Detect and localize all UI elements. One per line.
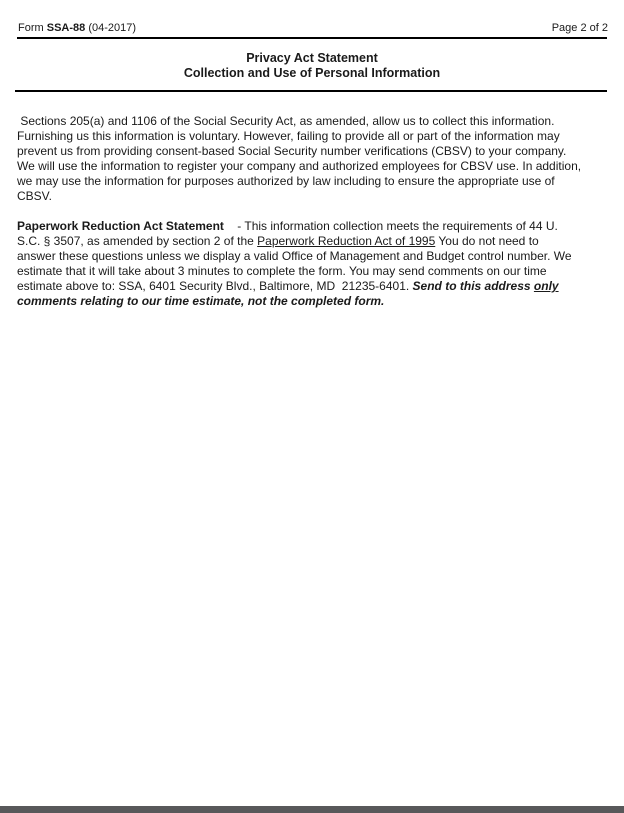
text-line: comments relating to our time estimate, not the completed form. (17, 294, 385, 308)
form-number-text: SSA-88 (46, 22, 86, 34)
paperwork-line5-pre: estimate above to: SSA, 6401 Security Blvd., Baltimore, MD 21235-6401. (17, 279, 413, 293)
text-line: CBSV. (17, 189, 52, 203)
paperwork-act-underlined-text: Paperwork Reduction Act of 1995 (257, 234, 436, 248)
text-line: Furnishing us this information is voluntary. However, failing to provide all or part of the information may (17, 129, 560, 143)
text-line: We will use the information to register your company and authorized employees for CBSV use. In addition, (17, 159, 582, 173)
title-divider (15, 90, 607, 92)
paperwork-line1-text: - This information collection meets the requirements of 44 U. (223, 219, 558, 233)
form-revision-text: (04-2017) (85, 22, 137, 34)
paperwork-reduction-paragraph (17, 219, 613, 309)
title-line-privacy-act: Privacy Act Statement (246, 51, 378, 65)
page-number-label: Page 2 of 2 (551, 22, 608, 34)
paperwork-line2-post: You do not need to (435, 234, 539, 248)
text-line: we may use the information for purposes authorized by law including to ensure the appropriate use of (17, 174, 555, 188)
header-divider (17, 37, 607, 39)
document-body (17, 114, 613, 309)
text-line: estimate that it will take about 3 minutes to complete the form. You may send comments on our time (17, 264, 547, 278)
text-line (17, 279, 613, 294)
paperwork-line2-pre: S.C. § 3507, as amended by section 2 of the (17, 234, 258, 248)
page-header (18, 22, 608, 34)
document-title (0, 51, 624, 81)
send-address-emphasis-text: Send to this address (412, 279, 534, 293)
form-prefix-text: Form (18, 22, 47, 34)
title-line-collection-use: Collection and Use of Personal Information (183, 66, 441, 80)
text-line: Sections 205(a) and 1106 of the Social Security Act, as amended, allow us to collect this information. (17, 114, 555, 128)
footer-bar (0, 806, 624, 813)
text-line: prevent us from providing consent-based Social Security number verifications (CBSV) to your company. (17, 144, 567, 158)
text-line (17, 219, 613, 234)
paperwork-heading: Paperwork Reduction Act Statement (17, 219, 224, 233)
privacy-act-paragraph (17, 114, 613, 204)
text-line (17, 234, 613, 249)
text-line: answer these questions unless we display a valid Office of Management and Budget control number. We (17, 249, 572, 263)
form-number-label (18, 22, 136, 34)
only-underlined-text: only (533, 279, 559, 293)
